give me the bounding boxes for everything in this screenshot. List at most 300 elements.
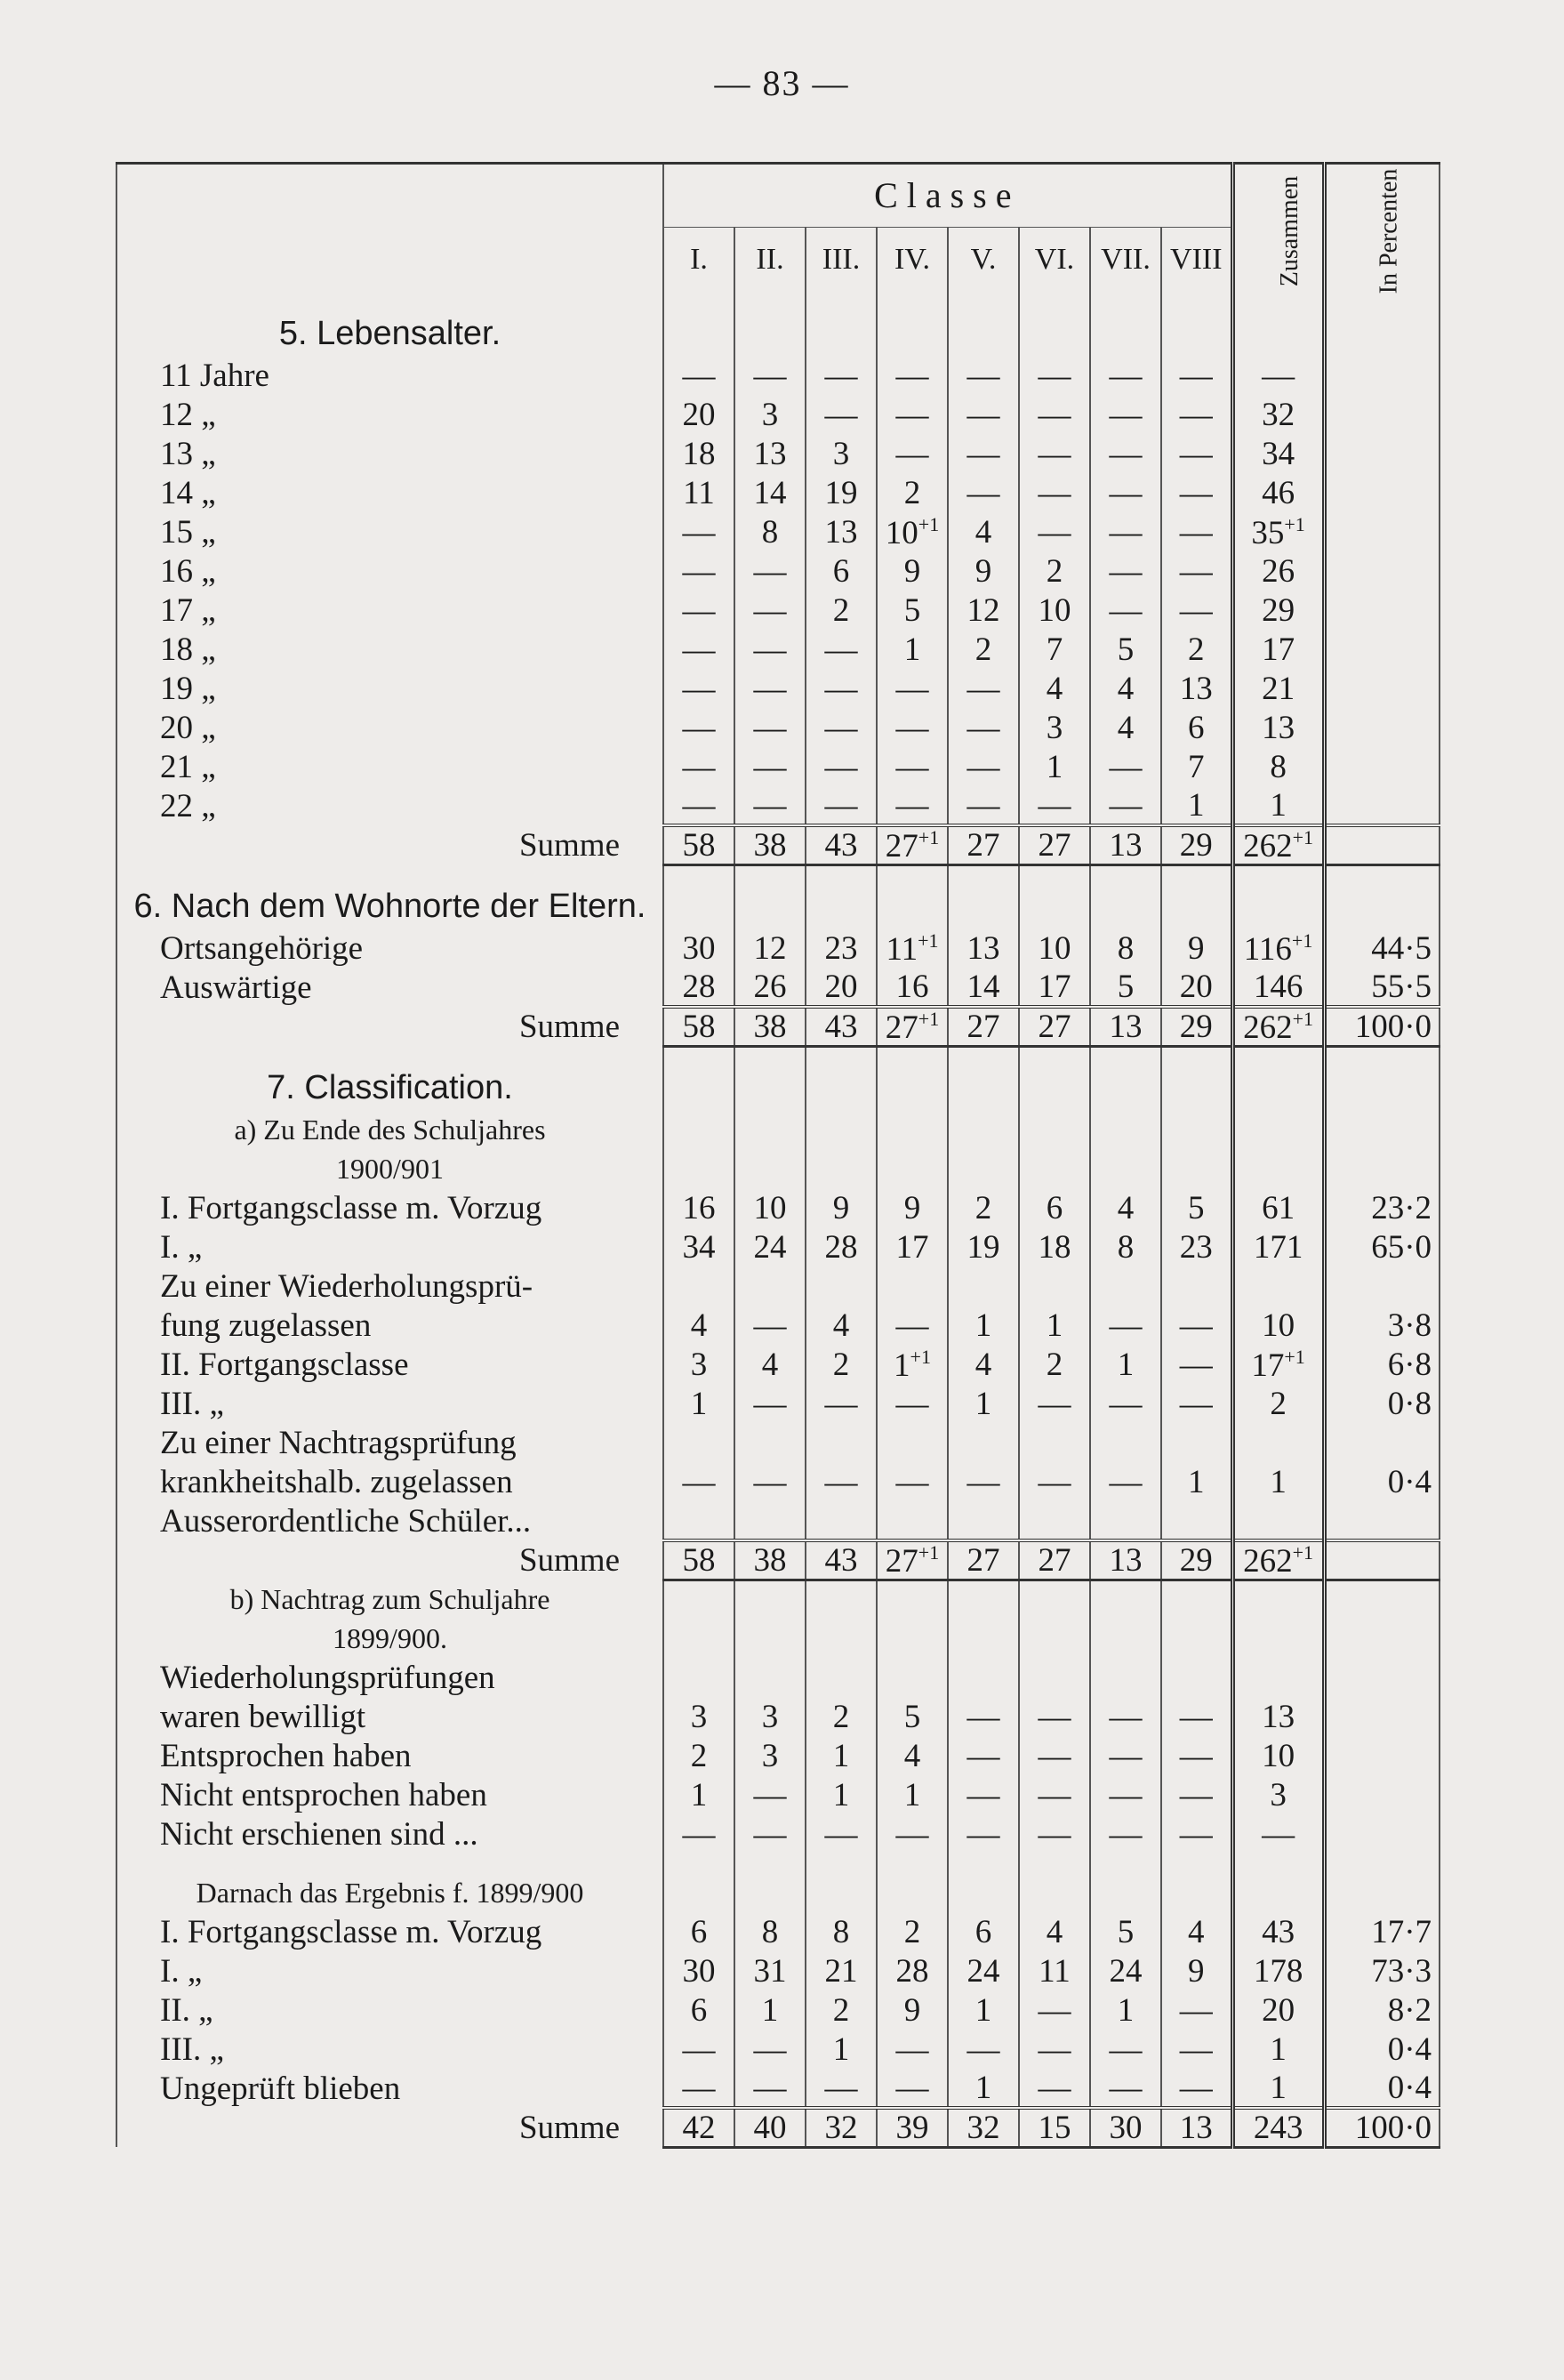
cell-class-7: — bbox=[1090, 551, 1161, 591]
cell-class-1: — bbox=[663, 2030, 734, 2069]
cell-class-6 bbox=[1019, 1501, 1090, 1540]
cell-class-4: 39 bbox=[877, 2108, 948, 2147]
cell-class-3: 13 bbox=[806, 512, 877, 551]
row-label: Summe bbox=[116, 2108, 663, 2147]
section-6-title-text: 6. Nach dem Wohnorte der Eltern. bbox=[116, 884, 663, 929]
table-row bbox=[116, 591, 1440, 630]
cell-class-1: 20 bbox=[663, 395, 734, 434]
cell-zusammen: 13 bbox=[1232, 708, 1324, 747]
table-row bbox=[116, 1736, 1440, 1775]
header-label-cell bbox=[116, 164, 663, 293]
cell-class-4: 5 bbox=[877, 591, 948, 630]
row-label: I. Fortgangsclasse m. Vorzug bbox=[116, 1188, 663, 1227]
cell-class-1: 58 bbox=[663, 825, 734, 864]
cell-class-7: — bbox=[1090, 512, 1161, 551]
cell-class-7: — bbox=[1090, 2030, 1161, 2069]
cell-percent: 6·8 bbox=[1324, 1345, 1440, 1384]
section-7a-title-text: a) Zu Ende des Schuljahres bbox=[116, 1110, 663, 1149]
cell-percent bbox=[1324, 551, 1440, 591]
cell-class-1 bbox=[663, 1266, 734, 1306]
cell-class-7: 8 bbox=[1090, 929, 1161, 968]
cell-percent: 44·5 bbox=[1324, 929, 1440, 968]
cell-percent bbox=[1324, 708, 1440, 747]
cell-class-4: — bbox=[877, 434, 948, 473]
cell-class-7: 4 bbox=[1090, 1188, 1161, 1227]
table-row bbox=[116, 1266, 1440, 1306]
cell-class-3: — bbox=[806, 747, 877, 786]
cell-class-1: — bbox=[663, 512, 734, 551]
cell-class-5: — bbox=[948, 1462, 1019, 1501]
row-label: Entsprochen haben bbox=[116, 1736, 663, 1775]
cell-class-5: 27 bbox=[948, 1007, 1019, 1046]
sum-row bbox=[116, 2108, 1440, 2147]
row-label: III. „ bbox=[116, 1384, 663, 1423]
cell-class-7: — bbox=[1090, 1775, 1161, 1814]
header-classe: Classe bbox=[663, 164, 1232, 228]
cell-class-2: 8 bbox=[734, 1912, 806, 1951]
table-row bbox=[116, 630, 1440, 669]
table-row bbox=[116, 1912, 1440, 1951]
cell-percent: 65·0 bbox=[1324, 1227, 1440, 1266]
cell-class-7: 30 bbox=[1090, 2108, 1161, 2147]
cell-class-5: — bbox=[948, 473, 1019, 512]
cell-class-1: 30 bbox=[663, 929, 734, 968]
cell-class-6: — bbox=[1019, 786, 1090, 825]
cell-class-8: — bbox=[1161, 395, 1232, 434]
row-label: Zu einer Wiederholungsprü- bbox=[116, 1266, 663, 1306]
cell-zusammen: $262^{+1}$ bbox=[1232, 825, 1324, 864]
section-7b-title bbox=[116, 1580, 1440, 1619]
cell-class-5: 27 bbox=[948, 1540, 1019, 1580]
cell-class-8: — bbox=[1161, 1384, 1232, 1423]
cell-class-3: 32 bbox=[806, 2108, 877, 2147]
cell-class-1: 18 bbox=[663, 434, 734, 473]
cell-percent: 100·0 bbox=[1324, 1007, 1440, 1046]
cell-class-6: — bbox=[1019, 395, 1090, 434]
cell-class-4: 9 bbox=[877, 1188, 948, 1227]
cell-zusammen: $116^{+1}$ bbox=[1232, 929, 1324, 968]
section-5-title bbox=[116, 311, 1440, 356]
cell-zusammen: 171 bbox=[1232, 1227, 1324, 1266]
cell-class-7: 1 bbox=[1090, 1990, 1161, 2030]
cell-zusammen: 26 bbox=[1232, 551, 1324, 591]
sum-row bbox=[116, 1540, 1440, 1580]
cell-class-2: — bbox=[734, 2069, 806, 2108]
cell-class-6: 1 bbox=[1019, 747, 1090, 786]
section-7-title bbox=[116, 1065, 1440, 1110]
cell-class-6: 11 bbox=[1019, 1951, 1090, 1990]
cell-class-6: — bbox=[1019, 434, 1090, 473]
cell-zusammen: 1 bbox=[1232, 2030, 1324, 2069]
cell-class-3: 1 bbox=[806, 1736, 877, 1775]
cell-class-1: 3 bbox=[663, 1345, 734, 1384]
cell-class-7: 13 bbox=[1090, 1540, 1161, 1580]
cell-percent bbox=[1324, 395, 1440, 434]
cell-class-2: — bbox=[734, 630, 806, 669]
row-label: Nicht entsprochen haben bbox=[116, 1775, 663, 1814]
cell-class-2: — bbox=[734, 591, 806, 630]
cell-class-2: 26 bbox=[734, 968, 806, 1007]
cell-class-1: 58 bbox=[663, 1007, 734, 1046]
cell-class-1: 58 bbox=[663, 1540, 734, 1580]
cell-class-1: — bbox=[663, 708, 734, 747]
cell-zusammen: 2 bbox=[1232, 1384, 1324, 1423]
cell-class-3 bbox=[806, 1658, 877, 1697]
cell-class-6 bbox=[1019, 1266, 1090, 1306]
cell-class-8: 29 bbox=[1161, 825, 1232, 864]
cell-class-8: 20 bbox=[1161, 968, 1232, 1007]
cell-class-6: 1 bbox=[1019, 1306, 1090, 1345]
cell-percent bbox=[1324, 1814, 1440, 1853]
cell-class-7: 5 bbox=[1090, 630, 1161, 669]
row-label: 14 „ bbox=[116, 473, 663, 512]
table-row bbox=[116, 473, 1440, 512]
cell-class-8: — bbox=[1161, 1697, 1232, 1736]
cell-class-6: — bbox=[1019, 2030, 1090, 2069]
cell-class-7 bbox=[1090, 1501, 1161, 1540]
cell-class-2: 3 bbox=[734, 395, 806, 434]
cell-class-6: 6 bbox=[1019, 1188, 1090, 1227]
cell-class-7: — bbox=[1090, 1306, 1161, 1345]
cell-class-5: 2 bbox=[948, 1188, 1019, 1227]
cell-class-6: 4 bbox=[1019, 1912, 1090, 1951]
cell-class-6: 27 bbox=[1019, 1540, 1090, 1580]
cell-class-6: — bbox=[1019, 512, 1090, 551]
cell-percent bbox=[1324, 1266, 1440, 1306]
cell-class-7: — bbox=[1090, 1814, 1161, 1853]
cell-zusammen bbox=[1232, 1266, 1324, 1306]
cell-class-5: 1 bbox=[948, 1384, 1019, 1423]
row-label: Ausserordentliche Schüler... bbox=[116, 1501, 663, 1540]
table-row bbox=[116, 1951, 1440, 1990]
cell-class-3: 1 bbox=[806, 1775, 877, 1814]
section-5-title-text: 5. Lebensalter. bbox=[116, 311, 663, 356]
section-7a-year bbox=[116, 1149, 1440, 1188]
table-row bbox=[116, 1814, 1440, 1853]
cell-class-4: 17 bbox=[877, 1227, 948, 1266]
row-label: Summe bbox=[116, 1007, 663, 1046]
cell-class-3: — bbox=[806, 708, 877, 747]
header-class-4: IV. bbox=[877, 228, 948, 293]
section-7a-year-text: 1900/901 bbox=[116, 1149, 663, 1188]
cell-zusammen: 32 bbox=[1232, 395, 1324, 434]
cell-class-2 bbox=[734, 1501, 806, 1540]
cell-class-8: 4 bbox=[1161, 1912, 1232, 1951]
header-class-8: VIII bbox=[1161, 228, 1232, 293]
row-label: I. „ bbox=[116, 1227, 663, 1266]
cell-class-7: 13 bbox=[1090, 825, 1161, 864]
cell-percent: 8·2 bbox=[1324, 1990, 1440, 2030]
table-row bbox=[116, 1501, 1440, 1540]
cell-class-5: — bbox=[948, 1736, 1019, 1775]
cell-class-6: — bbox=[1019, 1775, 1090, 1814]
cell-class-3: 4 bbox=[806, 1306, 877, 1345]
cell-class-5: 6 bbox=[948, 1912, 1019, 1951]
cell-class-6: 15 bbox=[1019, 2108, 1090, 2147]
cell-class-3: — bbox=[806, 1462, 877, 1501]
table-row bbox=[116, 1188, 1440, 1227]
cell-class-3: — bbox=[806, 786, 877, 825]
cell-class-3: 23 bbox=[806, 929, 877, 968]
cell-class-5: 9 bbox=[948, 551, 1019, 591]
cell-class-4: — bbox=[877, 708, 948, 747]
cell-class-5 bbox=[948, 1658, 1019, 1697]
table-row bbox=[116, 1384, 1440, 1423]
cell-class-2: 38 bbox=[734, 1007, 806, 1046]
cell-class-2: 40 bbox=[734, 2108, 806, 2147]
row-label: Ungeprüft blieben bbox=[116, 2069, 663, 2108]
cell-percent bbox=[1324, 747, 1440, 786]
cell-class-8: 13 bbox=[1161, 2108, 1232, 2147]
cell-class-3: 20 bbox=[806, 968, 877, 1007]
cell-class-4: $27^{+1}$ bbox=[877, 1007, 948, 1046]
cell-class-8: — bbox=[1161, 2030, 1232, 2069]
cell-class-4: $27^{+1}$ bbox=[877, 825, 948, 864]
section-result-title bbox=[116, 1873, 1440, 1912]
cell-class-6 bbox=[1019, 1423, 1090, 1462]
cell-percent bbox=[1324, 1540, 1440, 1580]
cell-class-2: — bbox=[734, 1814, 806, 1853]
cell-class-2: — bbox=[734, 669, 806, 708]
section-7a-title bbox=[116, 1110, 1440, 1149]
cell-percent bbox=[1324, 669, 1440, 708]
cell-percent bbox=[1324, 434, 1440, 473]
cell-class-4: 9 bbox=[877, 1990, 948, 2030]
cell-zusammen: 61 bbox=[1232, 1188, 1324, 1227]
cell-class-8 bbox=[1161, 1266, 1232, 1306]
sum-row bbox=[116, 825, 1440, 864]
table-row bbox=[116, 1345, 1440, 1384]
cell-class-1: 28 bbox=[663, 968, 734, 1007]
cell-class-5: 13 bbox=[948, 929, 1019, 968]
header-class-1: I. bbox=[663, 228, 734, 293]
row-label: II. Fortgangsclasse bbox=[116, 1345, 663, 1384]
cell-class-6: 10 bbox=[1019, 591, 1090, 630]
table-row bbox=[116, 1462, 1440, 1501]
cell-class-6: 27 bbox=[1019, 825, 1090, 864]
cell-percent bbox=[1324, 1423, 1440, 1462]
cell-class-4 bbox=[877, 1658, 948, 1697]
cell-class-3: 8 bbox=[806, 1912, 877, 1951]
cell-class-6: — bbox=[1019, 1990, 1090, 2030]
cell-class-7: 5 bbox=[1090, 968, 1161, 1007]
row-label: 22 „ bbox=[116, 786, 663, 825]
cell-class-4: $27^{+1}$ bbox=[877, 1540, 948, 1580]
cell-zusammen: — bbox=[1232, 356, 1324, 395]
spacer-row bbox=[116, 864, 1440, 884]
spacer-row bbox=[116, 1853, 1440, 1873]
cell-class-1: — bbox=[663, 356, 734, 395]
cell-zusammen: 34 bbox=[1232, 434, 1324, 473]
cell-class-3: 19 bbox=[806, 473, 877, 512]
cell-class-8: 5 bbox=[1161, 1188, 1232, 1227]
cell-class-5: 1 bbox=[948, 1306, 1019, 1345]
cell-class-3: 1 bbox=[806, 2030, 877, 2069]
cell-class-2: 8 bbox=[734, 512, 806, 551]
cell-class-4: 9 bbox=[877, 551, 948, 591]
cell-percent: 17·7 bbox=[1324, 1912, 1440, 1951]
table-row bbox=[116, 669, 1440, 708]
cell-class-6: — bbox=[1019, 1462, 1090, 1501]
cell-zusammen: 8 bbox=[1232, 747, 1324, 786]
cell-class-2: 4 bbox=[734, 1345, 806, 1384]
table-row bbox=[116, 929, 1440, 968]
row-label: 18 „ bbox=[116, 630, 663, 669]
cell-percent bbox=[1324, 1501, 1440, 1540]
cell-class-1: 42 bbox=[663, 2108, 734, 2147]
cell-class-5: 4 bbox=[948, 1345, 1019, 1384]
cell-class-3: 2 bbox=[806, 1990, 877, 2030]
cell-class-8: 29 bbox=[1161, 1007, 1232, 1046]
cell-percent: 0·4 bbox=[1324, 2030, 1440, 2069]
cell-class-7: 5 bbox=[1090, 1912, 1161, 1951]
cell-class-8: 29 bbox=[1161, 1540, 1232, 1580]
cell-class-2: — bbox=[734, 708, 806, 747]
cell-class-3: 21 bbox=[806, 1951, 877, 1990]
cell-class-2: 13 bbox=[734, 434, 806, 473]
cell-class-2: — bbox=[734, 2030, 806, 2069]
cell-percent bbox=[1324, 786, 1440, 825]
cell-class-5: — bbox=[948, 434, 1019, 473]
cell-zusammen: 20 bbox=[1232, 1990, 1324, 2030]
cell-class-6: 7 bbox=[1019, 630, 1090, 669]
cell-class-6: — bbox=[1019, 473, 1090, 512]
cell-class-7: — bbox=[1090, 473, 1161, 512]
cell-percent: 73·3 bbox=[1324, 1951, 1440, 1990]
statistics-table bbox=[116, 162, 1440, 2149]
cell-class-1: 1 bbox=[663, 1775, 734, 1814]
table-row bbox=[116, 1306, 1440, 1345]
cell-class-3: 43 bbox=[806, 825, 877, 864]
row-label: 12 „ bbox=[116, 395, 663, 434]
cell-class-5: 24 bbox=[948, 1951, 1019, 1990]
cell-class-7: — bbox=[1090, 1384, 1161, 1423]
cell-class-6: 17 bbox=[1019, 968, 1090, 1007]
cell-class-1: 2 bbox=[663, 1736, 734, 1775]
cell-zusammen: $262^{+1}$ bbox=[1232, 1007, 1324, 1046]
cell-class-7: 4 bbox=[1090, 708, 1161, 747]
cell-class-4: — bbox=[877, 747, 948, 786]
section-6-title bbox=[116, 884, 1440, 929]
cell-zusammen: 178 bbox=[1232, 1951, 1324, 1990]
cell-class-3: 6 bbox=[806, 551, 877, 591]
cell-class-5: 2 bbox=[948, 630, 1019, 669]
cell-class-4: 2 bbox=[877, 1912, 948, 1951]
cell-class-2: 3 bbox=[734, 1736, 806, 1775]
cell-class-2 bbox=[734, 1658, 806, 1697]
cell-class-8: — bbox=[1161, 2069, 1232, 2108]
cell-zusammen: 1 bbox=[1232, 1462, 1324, 1501]
cell-class-8: — bbox=[1161, 434, 1232, 473]
cell-class-6: — bbox=[1019, 1736, 1090, 1775]
cell-class-1: — bbox=[663, 1814, 734, 1853]
table-row bbox=[116, 747, 1440, 786]
cell-class-3: 2 bbox=[806, 591, 877, 630]
cell-class-4: — bbox=[877, 1306, 948, 1345]
cell-class-4: — bbox=[877, 1814, 948, 1853]
cell-class-5: — bbox=[948, 1814, 1019, 1853]
table-row bbox=[116, 708, 1440, 747]
cell-zusammen: $17^{+1}$ bbox=[1232, 1345, 1324, 1384]
cell-class-2: 10 bbox=[734, 1188, 806, 1227]
cell-class-5: — bbox=[948, 1697, 1019, 1736]
cell-class-2: — bbox=[734, 356, 806, 395]
table-row bbox=[116, 356, 1440, 395]
row-label: 16 „ bbox=[116, 551, 663, 591]
cell-class-4 bbox=[877, 1266, 948, 1306]
spacer-row bbox=[116, 1046, 1440, 1065]
cell-class-3 bbox=[806, 1423, 877, 1462]
cell-class-8: 2 bbox=[1161, 630, 1232, 669]
cell-class-2: — bbox=[734, 1462, 806, 1501]
cell-zusammen bbox=[1232, 1423, 1324, 1462]
cell-percent bbox=[1324, 825, 1440, 864]
cell-class-2: 12 bbox=[734, 929, 806, 968]
cell-class-8: — bbox=[1161, 1775, 1232, 1814]
cell-class-3: 9 bbox=[806, 1188, 877, 1227]
cell-class-3: 2 bbox=[806, 1345, 877, 1384]
cell-class-6: 4 bbox=[1019, 669, 1090, 708]
cell-class-1: — bbox=[663, 591, 734, 630]
header-class-7: VII. bbox=[1090, 228, 1161, 293]
cell-zusammen: 1 bbox=[1232, 786, 1324, 825]
row-label: Zu einer Nachtragsprüfung bbox=[116, 1423, 663, 1462]
cell-class-7: 1 bbox=[1090, 1345, 1161, 1384]
table-row bbox=[116, 1423, 1440, 1462]
cell-class-5: — bbox=[948, 395, 1019, 434]
table-row bbox=[116, 1658, 1440, 1697]
cell-class-7 bbox=[1090, 1658, 1161, 1697]
cell-class-1: — bbox=[663, 786, 734, 825]
cell-class-2: 3 bbox=[734, 1697, 806, 1736]
cell-class-2 bbox=[734, 1423, 806, 1462]
cell-class-2: 38 bbox=[734, 1540, 806, 1580]
cell-class-5: 32 bbox=[948, 2108, 1019, 2147]
cell-class-8: — bbox=[1161, 1345, 1232, 1384]
cell-class-8: 23 bbox=[1161, 1227, 1232, 1266]
cell-class-4: 2 bbox=[877, 473, 948, 512]
cell-class-6: 3 bbox=[1019, 708, 1090, 747]
row-label: waren bewilligt bbox=[116, 1697, 663, 1736]
cell-class-8: 1 bbox=[1161, 786, 1232, 825]
cell-class-2: — bbox=[734, 786, 806, 825]
cell-class-5: — bbox=[948, 669, 1019, 708]
cell-class-3 bbox=[806, 1266, 877, 1306]
header-class-6: VI. bbox=[1019, 228, 1090, 293]
cell-class-2: — bbox=[734, 1306, 806, 1345]
cell-class-6: — bbox=[1019, 1697, 1090, 1736]
cell-class-4: 16 bbox=[877, 968, 948, 1007]
cell-class-4: 28 bbox=[877, 1951, 948, 1990]
cell-class-1: — bbox=[663, 747, 734, 786]
cell-class-7: — bbox=[1090, 434, 1161, 473]
cell-class-3: 43 bbox=[806, 1540, 877, 1580]
cell-class-1: — bbox=[663, 669, 734, 708]
cell-class-3: 3 bbox=[806, 434, 877, 473]
cell-class-5: 1 bbox=[948, 2069, 1019, 2108]
cell-class-4: $1^{+1}$ bbox=[877, 1345, 948, 1384]
cell-class-7 bbox=[1090, 1266, 1161, 1306]
cell-class-2: — bbox=[734, 1384, 806, 1423]
table-row bbox=[116, 1697, 1440, 1736]
cell-percent: 3·8 bbox=[1324, 1306, 1440, 1345]
cell-class-3: — bbox=[806, 630, 877, 669]
row-label: Summe bbox=[116, 825, 663, 864]
cell-percent bbox=[1324, 630, 1440, 669]
cell-class-8: 6 bbox=[1161, 708, 1232, 747]
cell-class-3: — bbox=[806, 1814, 877, 1853]
cell-percent: 0·4 bbox=[1324, 2069, 1440, 2108]
